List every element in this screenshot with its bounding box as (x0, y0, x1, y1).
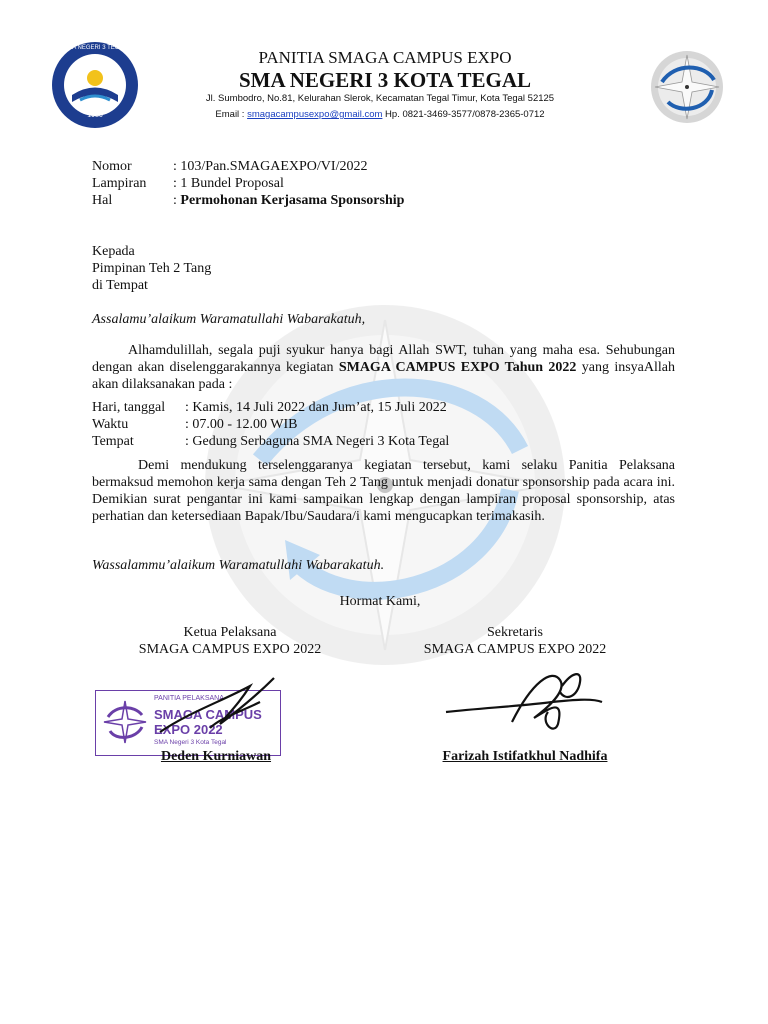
event-place-value: : Gedung Serbaguna SMA Negeri 3 Kota Tegal (185, 434, 450, 449)
recipient-line3: di Tempat (92, 278, 148, 293)
right-signatory-name: Farizah Istifatkhul Nadhifa (442, 749, 608, 764)
left-role: Ketua Pelaksana (183, 625, 277, 640)
nomor-label: Nomor (92, 159, 132, 174)
recipient-line2: Pimpinan Teh 2 Tang (92, 261, 212, 276)
hal-value: Permohonan Kerjasama Sponsorship (180, 193, 405, 208)
email-label: Email : (215, 109, 245, 120)
hal-label: Hal (92, 193, 113, 208)
left-signatory-name: Deden Kurniawan (160, 749, 272, 764)
logo-year: 1986 (87, 112, 103, 119)
stamp-logo-icon (102, 699, 148, 745)
logo-text-top: SMA NEGERI 3 TEGAL (63, 45, 127, 51)
nomor-value: : 103/Pan.SMAGAEXPO/VI/2022 (173, 159, 368, 174)
lampiran-label: Lampiran (92, 176, 147, 191)
email-link[interactable]: smagacampusexpo@gmail.com (247, 109, 383, 120)
lampiran-value: : 1 Bundel Proposal (173, 176, 284, 191)
expo-logo (650, 50, 724, 124)
hal-colon: : (173, 193, 177, 208)
right-signature (442, 662, 607, 747)
regards: Hormat Kami, (339, 594, 421, 609)
event-time-value: : 07.00 - 12.00 WIB (185, 417, 298, 432)
para1-end: yang insyaAllah akan dilaksanakan pada : (92, 360, 675, 392)
recipient-line1: Kepada (92, 244, 135, 259)
hal-line (173, 192, 404, 209)
left-signature (150, 672, 280, 752)
paragraph-1 (92, 342, 675, 393)
closing: Wassalammu’alaikum Waramatullahi Wabarakatuh. (92, 558, 385, 573)
greeting: Assalamu’alaikum Waramatullahi Wabarakatuh, (92, 312, 366, 327)
stamp-line1: PANITIA PELAKSANA (154, 695, 224, 702)
para1-start: Alhamdulillah, segala puji syukur hanya bagi Allah SWT, tuhan yang maha esa. Sehubungan dengan akan diselenggarakannya kegiatan (92, 343, 675, 375)
stamp-line4: SMA Negeri 3 Kota Tegal (154, 739, 227, 746)
event-place-label: Tempat (92, 434, 134, 449)
event-date-label: Hari, tanggal (92, 400, 166, 415)
phone: Hp. 0821-3469-3577/0878-2365-0712 (385, 109, 545, 120)
address-line: Jl. Sumbodro, No.81, Kelurahan Slerok, Kecamatan Tegal Timur, Kota Tegal 52125 (205, 93, 555, 104)
para1-bold: SMAGA CAMPUS EXPO Tahun 2022 (338, 360, 577, 375)
event-date-value: : Kamis, 14 Juli 2022 dan Jum’at, 15 Juli 2022 (185, 400, 447, 415)
right-role: Sekretaris (487, 625, 543, 640)
left-org: SMAGA CAMPUS EXPO 2022 (138, 642, 322, 657)
stamp-line3: EXPO 2022 (154, 722, 223, 737)
contact-line (140, 109, 620, 120)
right-org: SMAGA CAMPUS EXPO 2022 (423, 642, 607, 657)
stamp-line2: SMAGA CAMPUS (154, 707, 262, 722)
paragraph-2: Demi mendukung terselenggaranya kegiatan tersebut, kami selaku Panitia Pelaksana bermaksud memohon kerja sama dengan Teh 2 Tang untuk menjadi donatur sponsorship pada acara ini. Demikian surat pengantar ini kami sampaikan lengkap dengan lampiran proposal sponsorship, atas perhatian dan ketersediaan Bapak/Ibu/Saudara/i kami mengucapkan terimakasih. (92, 458, 675, 524)
event-time-label: Waktu (92, 417, 129, 432)
committee-title: PANITIA SMAGA CAMPUS EXPO (258, 48, 512, 67)
school-name: SMA NEGERI 3 KOTA TEGAL (238, 68, 532, 92)
